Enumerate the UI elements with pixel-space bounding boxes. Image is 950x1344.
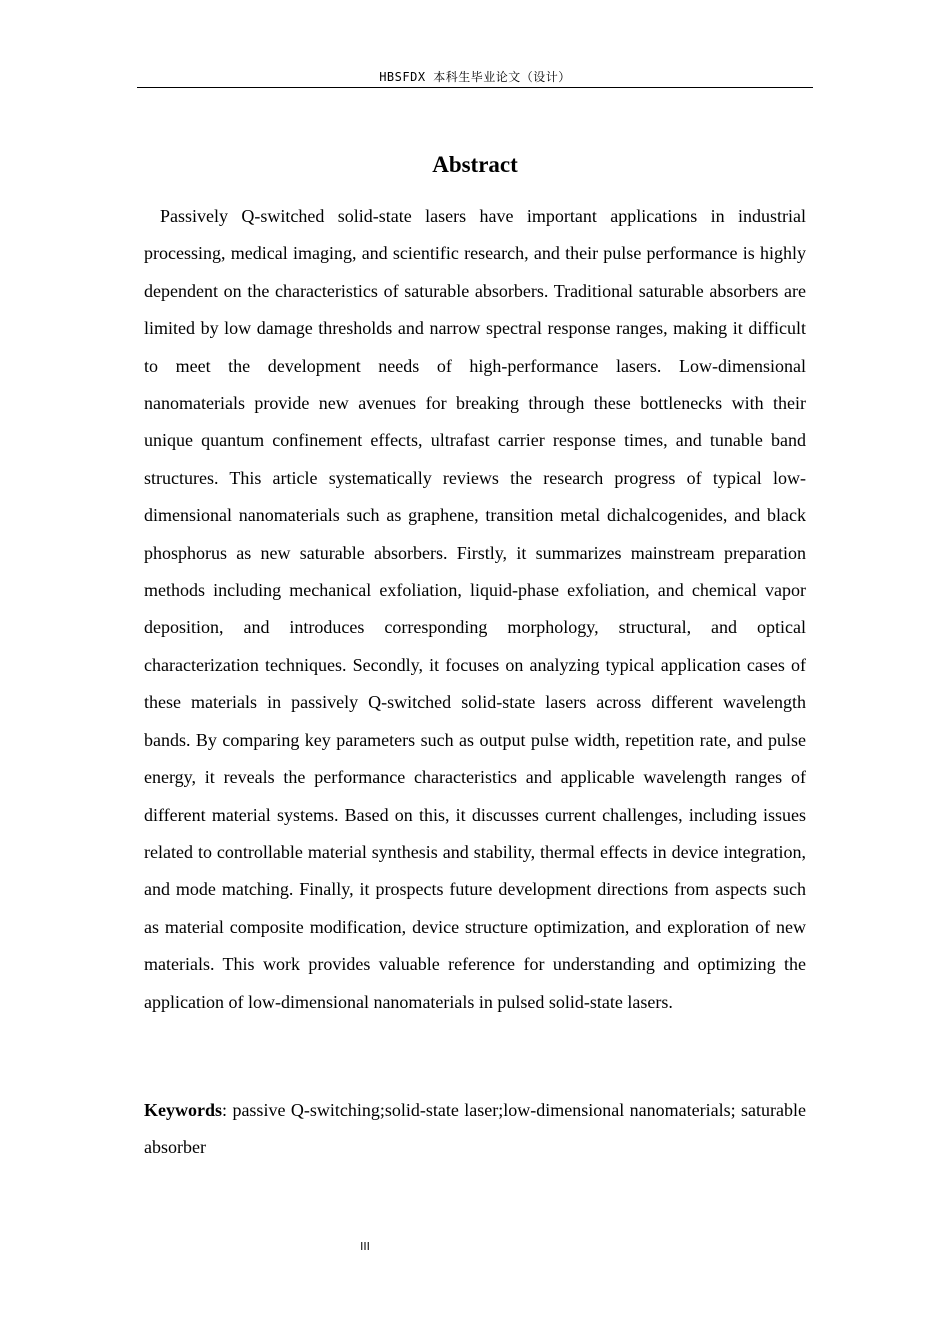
keywords-line — [144, 1092, 806, 1167]
abstract-title: Abstract — [432, 152, 518, 177]
abstract-body: Passively Q-switched solid-state lasers have important applications in industrial processing, medical imaging, and scientific research, and their pulse performance is highly dependent on the characteristics of saturable absorbers. Traditional saturable absorbers are limited by low damage thresholds and narrow spectral response ranges, making it difficult to meet the development needs of high-performance lasers. Low-dimensional nanomaterials provide new avenues for breaking through these bottlenecks with their unique quantum confinement effects, ultrafast carrier response times, and tunable band structures. This article systematically reviews the research progress of typical low-dimensional nanomaterials such as graphene, transition metal dichalcogenides, and black phosphorus as new saturable absorbers. Firstly, it summarizes mainstream preparation methods including mechanical exfoliation, liquid-phase exfoliation, and chemical vapor deposition, and introduces corresponding morphology, structural, and optical characterization techniques. Secondly, it focuses on analyzing typical application cases of these materials in passively Q-switched solid-state lasers across different wavelength bands. By comparing key parameters such as output pulse width, repetition rate, and pulse energy, it reveals the performance characteristics and applicable wavelength ranges of different material systems. Based on this, it discusses current challenges, including issues related to controllable material synthesis and stability, thermal effects in device integration, and mode matching. Finally, it prospects future development directions from aspects such as material composite modification, device structure optimization, and exploration of new materials. This work provides valuable reference for understanding and optimizing the application of low-dimensional nanomaterials in pulsed solid-state lasers. — [144, 206, 806, 1012]
keywords-text: passive Q-switching;solid-state laser;low-dimensional nanomaterials; saturable absorber — [144, 1100, 806, 1158]
page-number: III — [360, 1240, 370, 1253]
running-header: HBSFDX 本科生毕业论文（设计） — [379, 70, 571, 84]
keywords-separator: : — [222, 1100, 228, 1120]
keywords-label: Keywords — [144, 1100, 222, 1120]
header-rule — [137, 87, 813, 88]
